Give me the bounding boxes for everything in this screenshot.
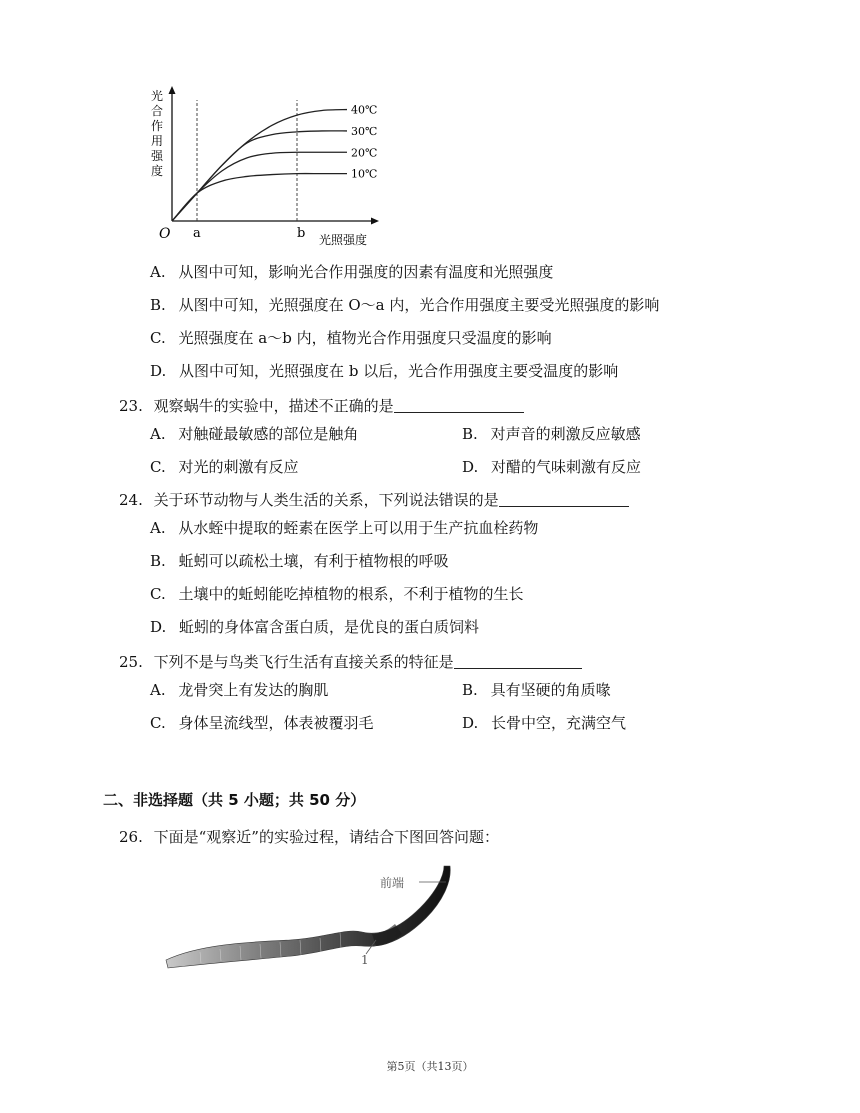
question-25 — [119, 652, 582, 672]
question-stem: 下列不是与鸟类飞行生活有直接关系的特征是 — [153, 653, 454, 671]
series-label-0: 40℃ — [351, 103, 378, 117]
series-line-0 — [172, 110, 347, 221]
option-text: 光照强度在 a～b 内，植物光合作用强度只受温度的影响 — [178, 329, 552, 347]
y-axis-label-char: 度 — [151, 164, 164, 178]
option-letter: B. — [150, 552, 166, 570]
q24-option-a[interactable] — [150, 518, 538, 538]
q23-option-c[interactable] — [150, 457, 299, 477]
y-axis-label-char: 作 — [151, 119, 164, 133]
origin-label: O — [159, 226, 171, 242]
photosynthesis-chart — [145, 82, 395, 250]
option-text: 对醋的气味刺激有反应 — [491, 458, 642, 476]
series-label-1: 30℃ — [351, 124, 378, 138]
q23-option-a[interactable] — [150, 424, 358, 444]
option-text: 长骨中空，充满空气 — [491, 714, 627, 732]
option-letter: C. — [150, 329, 166, 347]
y-axis-label-char: 合 — [151, 104, 164, 118]
option-text: 具有坚硬的角质喙 — [490, 681, 611, 699]
q25-option-c[interactable] — [150, 713, 374, 733]
question-23 — [119, 396, 524, 416]
section-2-title: 二、非选择题（共 5 小题；共 50 分） — [103, 791, 366, 809]
option-text: 蚯蚓可以疏松土壤，有利于植物根的呼吸 — [178, 552, 449, 570]
question-24 — [119, 490, 629, 510]
question-number: 24. — [119, 491, 143, 509]
front-end-label: 前端 — [380, 876, 405, 890]
option-letter: C. — [150, 714, 166, 732]
option-text: 蚯蚓的身体富含蛋白质，是优良的蛋白质饲料 — [179, 618, 480, 636]
option-letter: B. — [150, 296, 166, 314]
question-26 — [119, 827, 499, 847]
option-letter: B. — [462, 425, 478, 443]
y-axis-label-char: 强 — [151, 149, 164, 163]
option-text: 土壤中的蚯蚓能吃掉植物的根系，不利于植物的生长 — [178, 585, 524, 603]
question-number: 26. — [119, 828, 143, 846]
x-tick-a: a — [193, 226, 201, 241]
series-line-2 — [172, 152, 347, 221]
q25-option-b[interactable] — [462, 680, 611, 700]
x-axis-label: 光照强度 — [319, 233, 368, 247]
option-letter: D. — [462, 714, 479, 732]
question-number: 23. — [119, 397, 143, 415]
q22-option-d[interactable] — [150, 361, 618, 381]
x-tick-b: b — [297, 226, 306, 241]
q25-option-d[interactable] — [462, 713, 626, 733]
option-letter: D. — [150, 618, 167, 636]
option-text: 对光的刺激有反应 — [178, 458, 299, 476]
option-text: 从图中可知，影响光合作用强度的因素有温度和光照强度 — [178, 263, 554, 281]
q25-option-a[interactable] — [150, 680, 328, 700]
option-letter: A. — [150, 425, 166, 443]
option-text: 从图中可知，光照强度在 b 以后，光合作用强度主要受温度的影响 — [179, 362, 619, 380]
option-text: 对声音的刺激反应敏感 — [490, 425, 641, 443]
question-number: 25. — [119, 653, 143, 671]
earthworm-figure — [140, 860, 480, 985]
q24-option-b[interactable] — [150, 551, 449, 571]
earthworm-body — [166, 866, 450, 968]
option-letter: A. — [150, 519, 166, 537]
chart-series — [172, 104, 377, 221]
option-text: 龙骨突上有发达的胸肌 — [178, 681, 329, 699]
series-label-2: 20℃ — [351, 146, 378, 160]
question-stem: 观察蜗牛的实验中，描述不正确的是 — [153, 397, 394, 415]
series-label-3: 10℃ — [351, 167, 378, 181]
y-axis-label-char: 用 — [151, 134, 164, 148]
q22-option-c[interactable] — [150, 328, 552, 348]
chart-axes — [169, 86, 380, 225]
answer-blank[interactable] — [394, 397, 524, 413]
option-letter: D. — [150, 362, 167, 380]
series-line-3 — [172, 174, 347, 221]
option-letter: D. — [462, 458, 479, 476]
option-text: 从水蛭中提取的蛭素在医学上可以用于生产抗血栓药物 — [178, 519, 539, 537]
answer-blank[interactable] — [499, 491, 629, 507]
part-1-label: 1 — [361, 953, 369, 967]
y-axis-label-char: 光 — [151, 89, 164, 103]
option-text: 身体呈流线型，体表被覆羽毛 — [178, 714, 374, 732]
option-letter: B. — [462, 681, 478, 699]
option-letter: A. — [150, 263, 166, 281]
q22-option-b[interactable] — [150, 295, 659, 315]
option-text: 对触碰最敏感的部位是触角 — [178, 425, 359, 443]
option-letter: C. — [150, 458, 166, 476]
q23-option-d[interactable] — [462, 457, 641, 477]
option-letter: C. — [150, 585, 166, 603]
y-axis-label — [151, 88, 164, 178]
page-footer: 第5页（共13页） — [386, 1060, 474, 1073]
q24-option-d[interactable] — [150, 617, 479, 637]
option-letter: A. — [150, 681, 166, 699]
q23-option-b[interactable] — [462, 424, 641, 444]
q24-option-c[interactable] — [150, 584, 524, 604]
option-text: 从图中可知，光照强度在 O～a 内，光合作用强度主要受光照强度的影响 — [178, 296, 660, 314]
question-stem: 下面是“观察近”的实验过程，请结合下图回答问题： — [153, 828, 499, 846]
q22-option-a[interactable] — [150, 262, 553, 282]
answer-blank[interactable] — [454, 653, 582, 669]
question-stem: 关于环节动物与人类生活的关系，下列说法错误的是 — [153, 491, 499, 509]
